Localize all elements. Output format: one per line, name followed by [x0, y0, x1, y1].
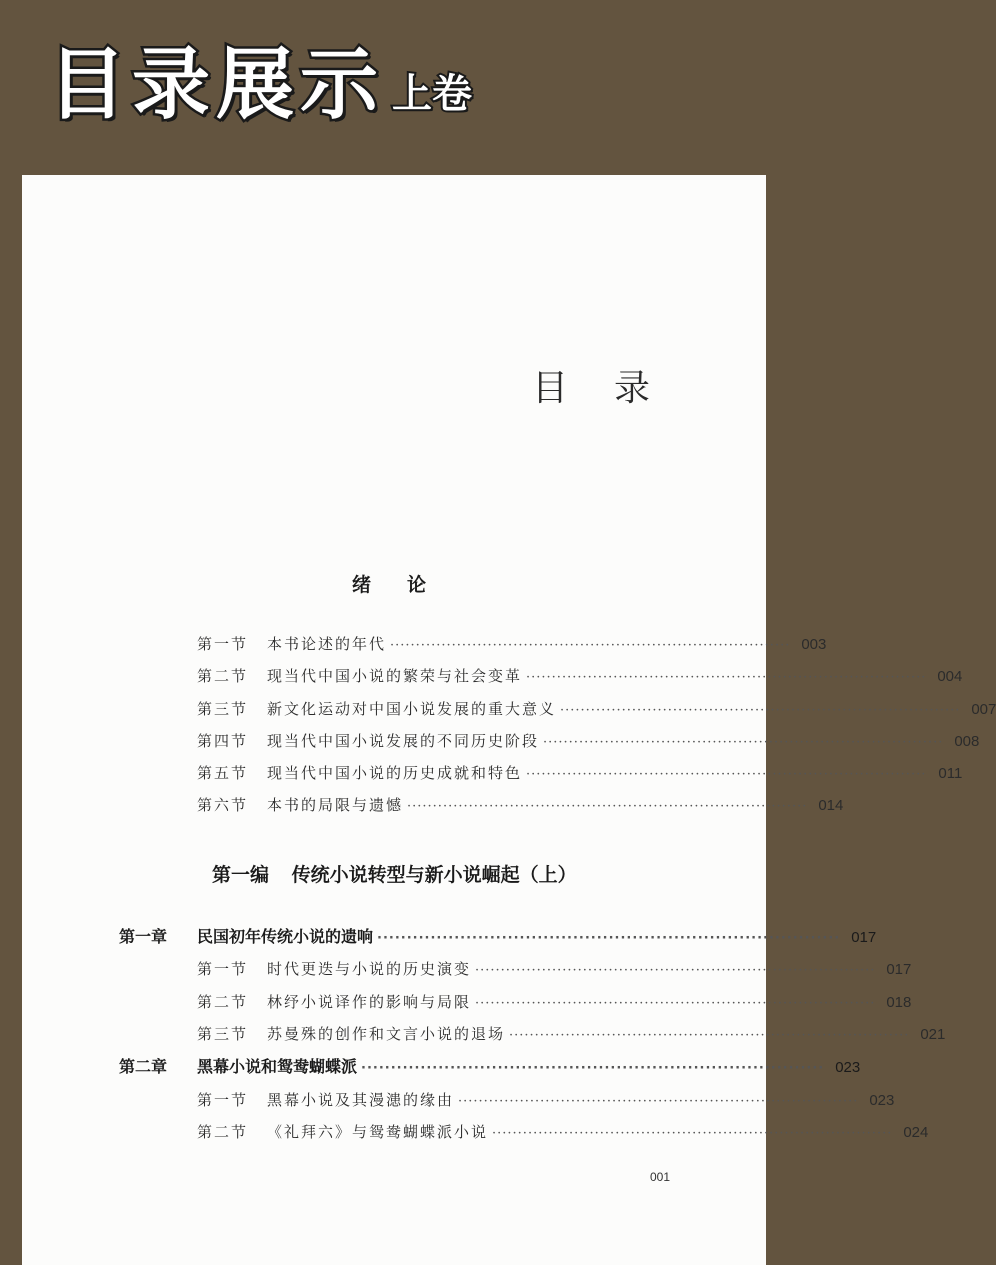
section-title: 现当代中国小说的繁荣与社会变革 — [267, 667, 523, 685]
section-title: 时代更迭与小说的历史演变 — [267, 960, 472, 978]
section-label: 第一节 — [197, 635, 249, 653]
book-page — [22, 175, 996, 1265]
section-label: 第二节 — [197, 993, 249, 1011]
toc-heading: 目录 — [532, 368, 697, 409]
chapter-entry — [119, 926, 877, 948]
section-title: 林纾小说译作的影响与局限 — [267, 993, 472, 1011]
leader-dots: ·············································································· — [560, 703, 961, 718]
part-title: 传统小说转型与新小说崛起（上） — [291, 864, 577, 886]
section-label: 第六节 — [197, 796, 249, 814]
chapter-title: 黑幕小说和鸳鸯蝴蝶派 — [197, 1057, 358, 1076]
toc-entry — [197, 1121, 929, 1143]
toc-entry — [197, 1089, 895, 1111]
leader-dots: ·············································································· — [407, 799, 808, 814]
section-title: 现当代中国小说的历史成就和特色 — [267, 764, 523, 782]
page-number: 021 — [920, 1026, 946, 1043]
section-title: 《礼拜六》与鸳鸯蝴蝶派小说 — [267, 1123, 489, 1141]
banner-title — [48, 40, 472, 130]
leader-dots: ·············································································· — [475, 963, 876, 978]
section-label: 第二节 — [197, 1123, 249, 1141]
section-label: 第四节 — [197, 732, 249, 750]
leader-dots: ·············································································· — [361, 1061, 825, 1076]
page-number: 018 — [886, 994, 912, 1011]
toc-entry — [197, 665, 963, 687]
toc-entry — [197, 730, 980, 752]
leader-dots: ·············································································· — [492, 1126, 893, 1141]
page-number: 023 — [835, 1059, 861, 1076]
chapter-entry — [119, 1056, 861, 1078]
part-label: 第一编 — [212, 864, 270, 886]
toc-entry — [197, 958, 912, 980]
section-title: 本书论述的年代 — [267, 635, 387, 653]
page-number: 023 — [869, 1092, 895, 1109]
section-label: 第三节 — [197, 700, 249, 718]
leader-dots: ·············································································· — [526, 767, 927, 782]
page-number: 024 — [903, 1124, 929, 1141]
section-title: 现当代中国小说发展的不同历史阶段 — [267, 732, 540, 750]
section-title: 新文化运动对中国小说发展的重大意义 — [267, 700, 557, 718]
chapter-label: 第一章 — [119, 927, 168, 946]
section-title: 苏曼殊的创作和文言小说的退场 — [267, 1025, 506, 1043]
section-label: 第一节 — [197, 960, 249, 978]
section-label: 第一节 — [197, 1091, 249, 1109]
leader-dots: ·············································································· — [543, 735, 944, 750]
section-title: 本书的局限与遗憾 — [267, 796, 404, 814]
page-number: 017 — [851, 929, 877, 946]
toc-entry — [197, 794, 844, 816]
page-number: 014 — [818, 797, 844, 814]
leader-dots: ·············································································· — [509, 1028, 910, 1043]
section-label: 第三节 — [197, 1025, 249, 1043]
leader-dots: ·············································································· — [377, 931, 841, 946]
page-number: 008 — [954, 733, 980, 750]
intro-heading: 绪论 — [352, 574, 463, 596]
toc-entry — [197, 1023, 946, 1045]
chapter-title: 民国初年传统小说的遗响 — [197, 927, 374, 946]
leader-dots: ·············································································· — [475, 996, 876, 1011]
page-number: 011 — [938, 765, 963, 782]
toc-entry — [197, 762, 963, 784]
banner — [0, 0, 790, 175]
toc-entry — [197, 633, 827, 655]
banner-subtitle: 上卷 — [392, 71, 473, 117]
section-label: 第五节 — [197, 764, 249, 782]
toc-entry — [197, 991, 912, 1013]
page-number: 017 — [886, 961, 912, 978]
part-heading — [212, 860, 577, 887]
page-number: 003 — [801, 636, 827, 653]
section-label: 第二节 — [197, 667, 249, 685]
leader-dots: ·············································································· — [390, 638, 791, 653]
leader-dots: ·············································································· — [458, 1094, 859, 1109]
chapter-label: 第二章 — [119, 1057, 168, 1076]
toc-entry — [197, 698, 996, 720]
leader-dots: ·············································································· — [526, 670, 927, 685]
page-number: 007 — [971, 701, 996, 718]
section-title: 黑幕小说及其漫漶的缘由 — [267, 1091, 455, 1109]
page-number: 004 — [937, 668, 963, 685]
folio-page-number: 001 — [650, 1170, 671, 1184]
banner-main-text: 目录展示 — [48, 40, 385, 130]
